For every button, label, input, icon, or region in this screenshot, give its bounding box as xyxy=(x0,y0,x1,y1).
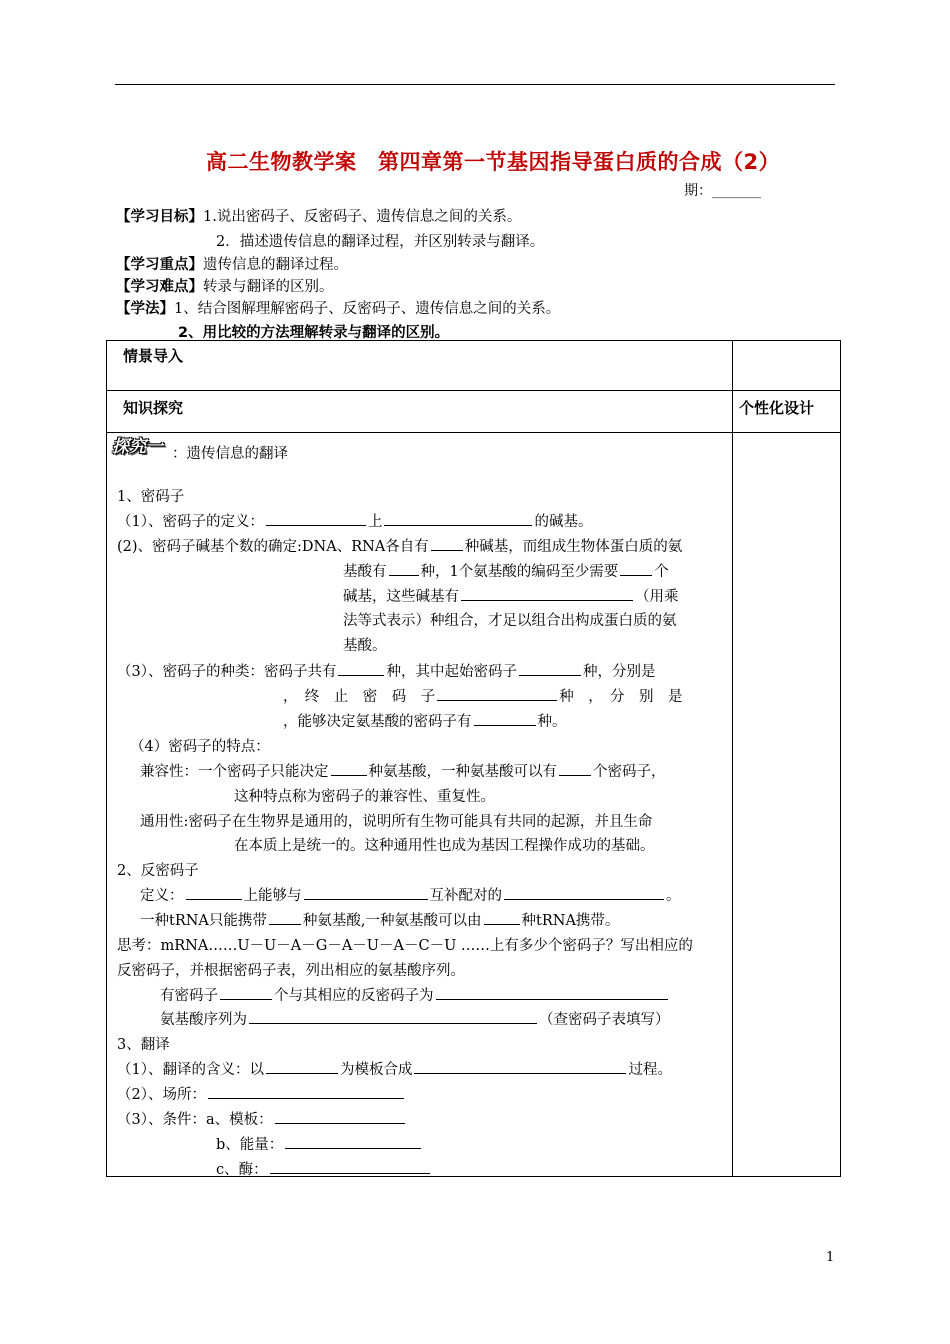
difficulty-text: 转录与翻译的区别。 xyxy=(203,279,334,295)
sec2-trna xyxy=(140,909,619,930)
text: 种。 xyxy=(537,714,567,730)
text: 氨基酸序列为 xyxy=(160,1012,247,1028)
text: （3）、密码子的种类：密码子共有 xyxy=(117,664,337,680)
blank xyxy=(437,686,557,701)
intro-side-cell xyxy=(733,341,841,391)
objectives-label: 【学习目标】 xyxy=(116,209,203,225)
blank xyxy=(519,661,581,676)
sec2-aa-sequence xyxy=(160,1008,670,1029)
sec2-codon-count xyxy=(160,984,670,1005)
method-line-1 xyxy=(116,297,560,318)
sec1-heading: 1、密码子 xyxy=(117,489,185,505)
blank xyxy=(559,761,591,776)
sec1-kinds-3 xyxy=(283,710,567,731)
text: b、能量： xyxy=(216,1137,284,1153)
blank xyxy=(304,885,428,900)
text: 有密码子 xyxy=(160,988,218,1004)
blank xyxy=(389,561,419,576)
text: （2）、场所： xyxy=(117,1087,206,1103)
blank xyxy=(266,1059,338,1074)
key-point-line xyxy=(116,253,348,274)
sec2-heading: 2、反密码子 xyxy=(117,863,199,879)
intro-header: 情景导入 xyxy=(123,347,184,365)
blank xyxy=(484,910,520,925)
key-point-label: 【学习重点】 xyxy=(116,257,203,273)
text: （1）、翻译的含义：以 xyxy=(117,1062,264,1078)
key-point-text: 遗传信息的翻译过程。 xyxy=(203,257,348,273)
sec1-number-4: 法等式表示）种组合，才足以组合出构成蛋白质的氨 xyxy=(343,613,677,629)
sec1-definition xyxy=(117,510,592,531)
text: 种氨基酸，一种氨基酸可以有 xyxy=(368,764,557,780)
blank xyxy=(461,586,633,601)
date-field: 期：_______ xyxy=(684,183,761,199)
text: 个 xyxy=(654,564,669,580)
text: 上能够与 xyxy=(243,888,302,904)
explore-title: ：遗传信息的翻译 xyxy=(172,446,288,462)
text: 为模板合成 xyxy=(339,1062,413,1078)
explore-badge: 探究一 xyxy=(112,437,163,457)
sec2-think-2: 反密码子，并根据密码子表，列出相应的氨基酸序列。 xyxy=(117,963,465,979)
objective-1: 1.说出密码子、反密码子、遗传信息之间的关系。 xyxy=(203,209,522,225)
sec3-meaning xyxy=(117,1058,672,1079)
blank xyxy=(285,1134,421,1149)
text: 定义： xyxy=(140,888,184,904)
blank xyxy=(431,536,463,551)
text: 兼容性：一个密码子只能决定 xyxy=(140,764,329,780)
header-rule xyxy=(115,84,835,85)
text: 一种tRNA只能携带 xyxy=(140,913,267,929)
text: 上 xyxy=(367,514,383,530)
text: （用乘 xyxy=(635,589,679,605)
blank xyxy=(338,661,384,676)
side-header-cell xyxy=(733,391,841,433)
text: 个密码子， xyxy=(593,764,666,780)
objectives-line-1 xyxy=(116,205,521,226)
sec3-condition-template xyxy=(117,1108,407,1129)
text: 种，1个氨基酸的编码至少需要 xyxy=(420,564,619,580)
sec1-features: （4）密码子的特点： xyxy=(130,739,270,755)
sec1-compat-2: 这种特点称为密码子的兼容性、重复性。 xyxy=(234,789,495,805)
sec3-heading: 3、翻译 xyxy=(117,1037,170,1053)
sec1-universal-2: 在本质上是统一的。这种通用性也成为基因工程操作成功的基础。 xyxy=(234,838,655,854)
sec1-number-2 xyxy=(343,560,669,581)
blank xyxy=(414,1059,626,1074)
explore-header: 知识探究 xyxy=(123,399,184,417)
method-2: 2、用比较的方法理解转录与翻译的区别。 xyxy=(178,325,450,341)
text: 碱基，这些碱基有 xyxy=(343,589,459,605)
text: 的碱基。 xyxy=(534,514,593,530)
text: (2)、密码子碱基个数的确定:DNA、RNA各自有 xyxy=(117,539,429,555)
blank xyxy=(504,885,664,900)
method-label: 【学法】 xyxy=(116,301,174,317)
blank xyxy=(331,761,367,776)
blank xyxy=(275,1109,405,1124)
blank xyxy=(220,985,272,1000)
blank xyxy=(620,561,652,576)
blank xyxy=(384,511,532,526)
blank xyxy=(249,1009,537,1024)
sec3-place xyxy=(117,1083,406,1104)
lesson-table xyxy=(106,340,841,1177)
text: （查密码子表填写） xyxy=(539,1012,670,1028)
side-header: 个性化设计 xyxy=(739,399,815,417)
text: 种，分别是 xyxy=(582,664,656,680)
text: 互补配对的 xyxy=(429,888,502,904)
sec2-definition xyxy=(140,884,681,905)
text: 种tRNA携带。 xyxy=(521,913,620,929)
page-number: 1 xyxy=(826,1250,835,1265)
sec3-condition-energy xyxy=(216,1133,423,1154)
text: 种，其中起始密码子 xyxy=(386,664,517,680)
sec1-number-1 xyxy=(117,535,682,556)
sec1-compat-1 xyxy=(140,760,666,781)
sec1-number-3 xyxy=(343,585,679,606)
blank xyxy=(186,885,242,900)
objective-2: 2．描述遗传信息的翻译过程，并区别转录与翻译。 xyxy=(216,234,545,250)
text: ，能够决定氨基酸的密码子有 xyxy=(283,714,472,730)
intro-cell xyxy=(107,341,733,391)
sec2-think-1: 思考：mRNA……U－U－A－G－A－U－A－C－U ……上有多少个密码子？写出相应的 xyxy=(117,938,693,954)
sec1-number-5: 基酸。 xyxy=(343,638,387,654)
blank xyxy=(269,910,301,925)
explore-header-cell xyxy=(107,391,733,433)
sec1-kinds-1 xyxy=(117,660,655,681)
personal-design-cell xyxy=(733,433,841,1177)
text: （3）、条件：a、模板： xyxy=(117,1112,273,1128)
blank xyxy=(436,985,668,1000)
sec3-condition-enzyme xyxy=(216,1158,432,1179)
text: 种碱基，而组成生物体蛋白质的氨 xyxy=(464,539,683,555)
text: （1）、密码子的定义： xyxy=(117,514,264,530)
blank xyxy=(208,1084,404,1099)
sec1-universal-1: 通用性:密码子在生物界是通用的，说明所有生物可能具有共同的起源，并且生命 xyxy=(140,814,653,830)
text: 。 xyxy=(666,888,681,904)
difficulty-label: 【学习难点】 xyxy=(116,279,203,295)
blank xyxy=(474,711,536,726)
text: 个与其相应的反密码子为 xyxy=(274,988,434,1004)
blank xyxy=(266,511,366,526)
text: 种 ， 分 别 是 xyxy=(559,689,683,705)
sec1-kinds-2 xyxy=(283,685,683,706)
text: ， 终 止 密 码 子 xyxy=(283,689,436,705)
text: 种氨基酸,一种氨基酸可以由 xyxy=(302,913,482,929)
text: 过程。 xyxy=(628,1062,672,1078)
method-1: 1、结合图解理解密码子、反密码子、遗传信息之间的关系。 xyxy=(174,301,561,317)
page-title: 高二生物教学案 第四章第一节基因指导蛋白质的合成（2） xyxy=(206,150,781,174)
text: c、酶： xyxy=(216,1162,268,1178)
text: 基酸有 xyxy=(343,564,387,580)
blank xyxy=(270,1159,430,1174)
difficulty-line xyxy=(116,275,334,296)
